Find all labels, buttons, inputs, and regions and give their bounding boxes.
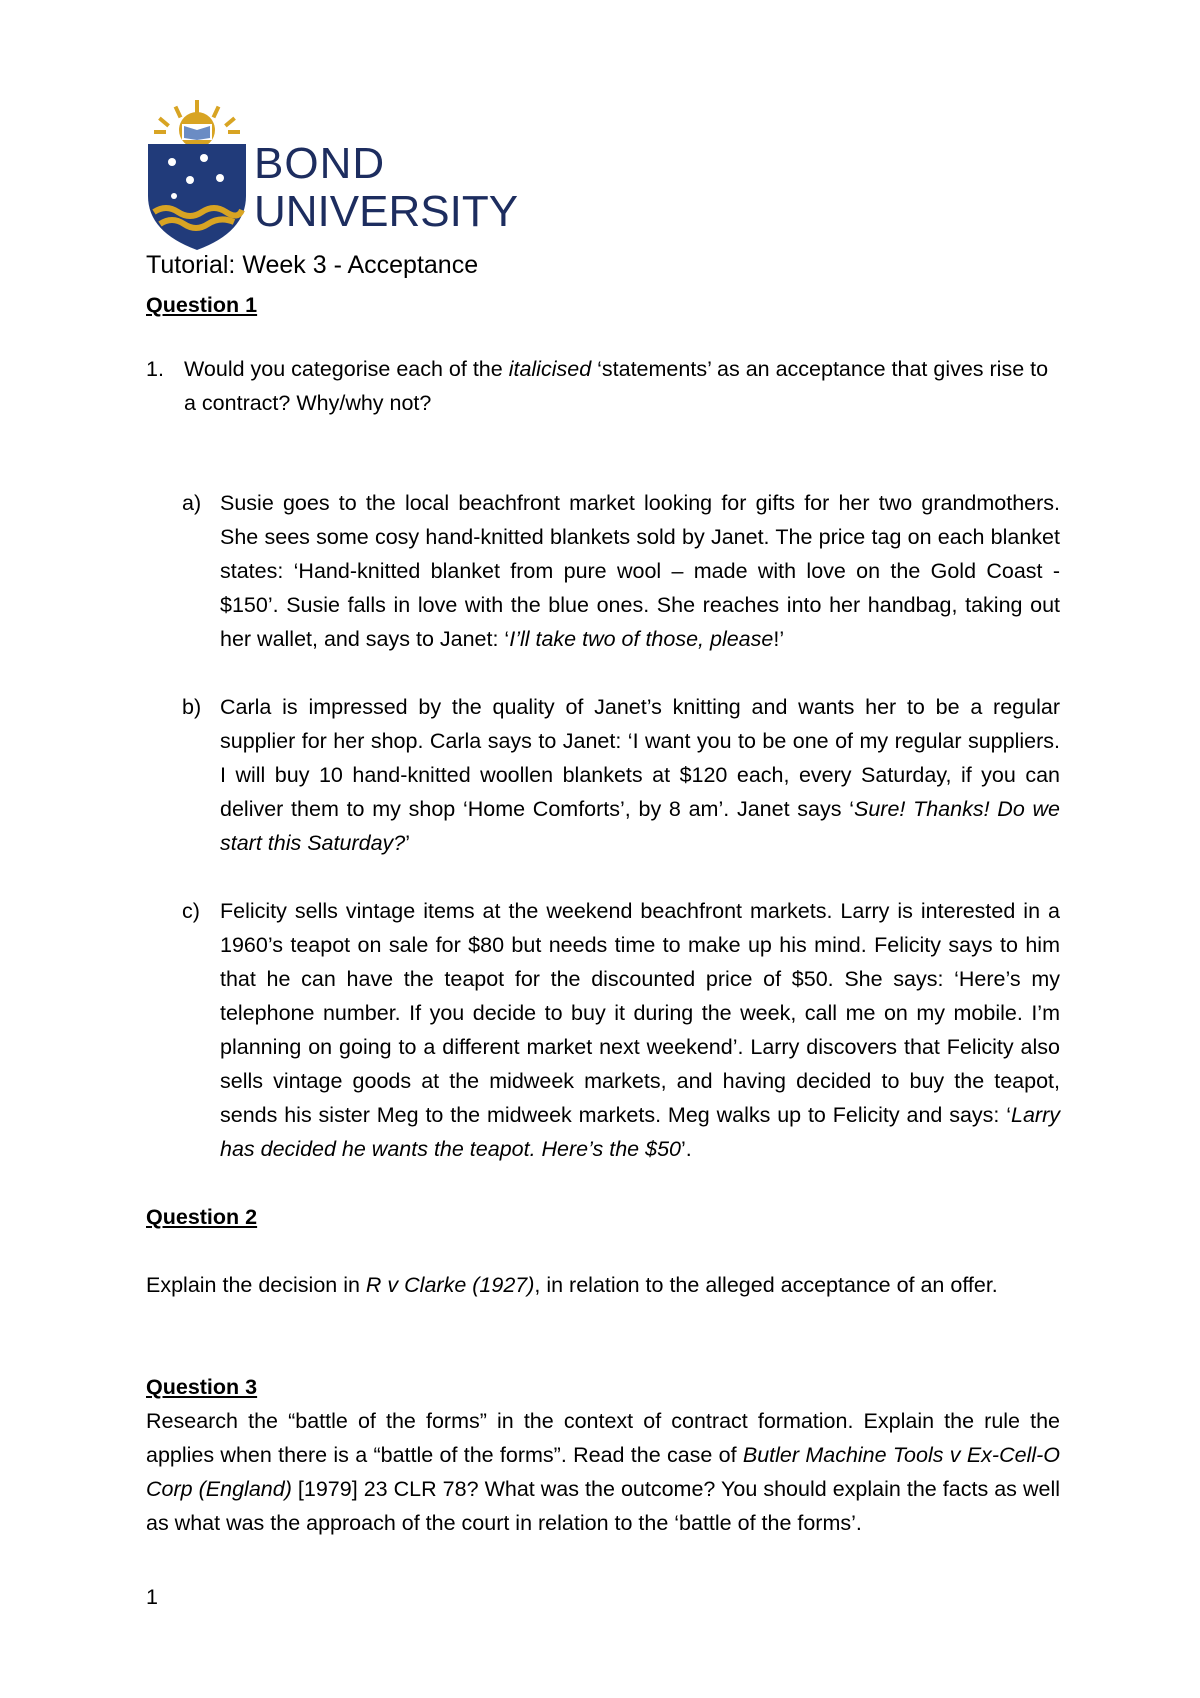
q2-text-b: , in relation to the alleged acceptance of an offer. <box>534 1273 998 1297</box>
q1-intro-text-b: ‘statements’ as an acceptance that gives rise to a contract? Why/why not? <box>184 357 1049 415</box>
logo-line-bond: BOND <box>254 139 386 188</box>
q3-text-a: Research the “battle of the forms” in the context of contract formation. Explain the rule the applies when there is a “battle of the forms”. Read the case of <box>146 1409 1060 1467</box>
part-a-label: a) <box>182 491 202 515</box>
part-b-italic: Sure! Thanks! Do we start this Saturday? <box>220 797 1060 855</box>
part-c-end: ’. <box>680 1137 692 1161</box>
question-3-text <box>146 1404 1060 1540</box>
question-2-text <box>146 1268 1060 1302</box>
part-b-end: ’ <box>405 831 411 855</box>
part-b-body: Carla is impressed by the quality of Janet’s knitting and wants her to be a regular supplier for her shop. Carla says to Janet: ‘I want you to be one of my regular suppliers. I will buy 10 hand-knitted woollen blankets at $120 each, every Saturday, if you can deliver them to my shop ‘Home Comforts’, by 8 am’. Janet says ‘ <box>220 695 1060 821</box>
page-title: Tutorial: Week 3 - Acceptance <box>146 251 479 279</box>
question-1-heading: Question 1 <box>146 293 258 317</box>
question-3-heading: Question 3 <box>146 1375 258 1399</box>
part-c-body: Felicity sells vintage items at the weekend beachfront markets. Larry is interested in a 1960’s teapot on sale for $80 but needs time to make up his mind. Felicity says to him that he can have the teapot for the discounted price of $50. She says: ‘Here’s my telephone number. If you decide to buy it during the week, call me on my mobile. I’m planning on going to a different market next weekend’. Larry discovers that Felicity also sells vintage goods at the midweek markets, and having decided to buy the teapot, sends his sister Meg to the midweek markets. Meg walks up to Felicity and says: ‘ <box>220 899 1060 1127</box>
part-a-body: Susie goes to the local beachfront market looking for gifts for her two grandmothers. She sees some cosy hand-knitted blankets sold by Janet. The price tag on each blanket states: ‘Hand-knitted blanket from pure wool – made with love on the Gold Coast - $150’. Susie falls in love with the blue ones. She reaches into her handbag, taking out her wallet, and says to Janet: ‘ <box>220 491 1060 651</box>
logo-wordmark <box>254 139 519 236</box>
part-a-end: !’ <box>773 627 785 651</box>
part-c-italic: Larry has decided he wants the teapot. Here’s the $50 <box>220 1103 1060 1161</box>
q1-intro-text-a: Would you categorise each of the <box>184 357 509 381</box>
part-c-label: c) <box>182 899 200 923</box>
logo-line-university: UNIVERSITY <box>254 187 519 236</box>
q2-case-name: R v Clarke (1927) <box>365 1273 535 1297</box>
question-1-number: 1. <box>146 357 164 381</box>
crest-icon <box>146 100 248 250</box>
q3-text-b: [1979] 23 CLR 78? What was the outcome? You should explain the facts as well as what was the approach of the court in relation to the ‘battle of the forms’. <box>146 1477 1060 1535</box>
question-2-heading: Question 2 <box>146 1205 258 1229</box>
q3-case-name: Butler Machine Tools v Ex-Cell-O Corp (England) <box>146 1443 1060 1501</box>
part-b-label: b) <box>182 695 202 719</box>
part-a-text <box>220 486 1060 656</box>
q1-intro-italic: italicised <box>508 357 592 381</box>
page-number: 1 <box>146 1585 158 1609</box>
part-b-text <box>220 690 1060 860</box>
part-c-text <box>220 894 1060 1166</box>
bond-university-logo <box>146 100 526 250</box>
question-1-intro <box>184 352 1060 420</box>
q2-text-a: Explain the decision in <box>146 1273 366 1297</box>
part-a-italic: I’ll take two of those, please <box>509 627 774 651</box>
